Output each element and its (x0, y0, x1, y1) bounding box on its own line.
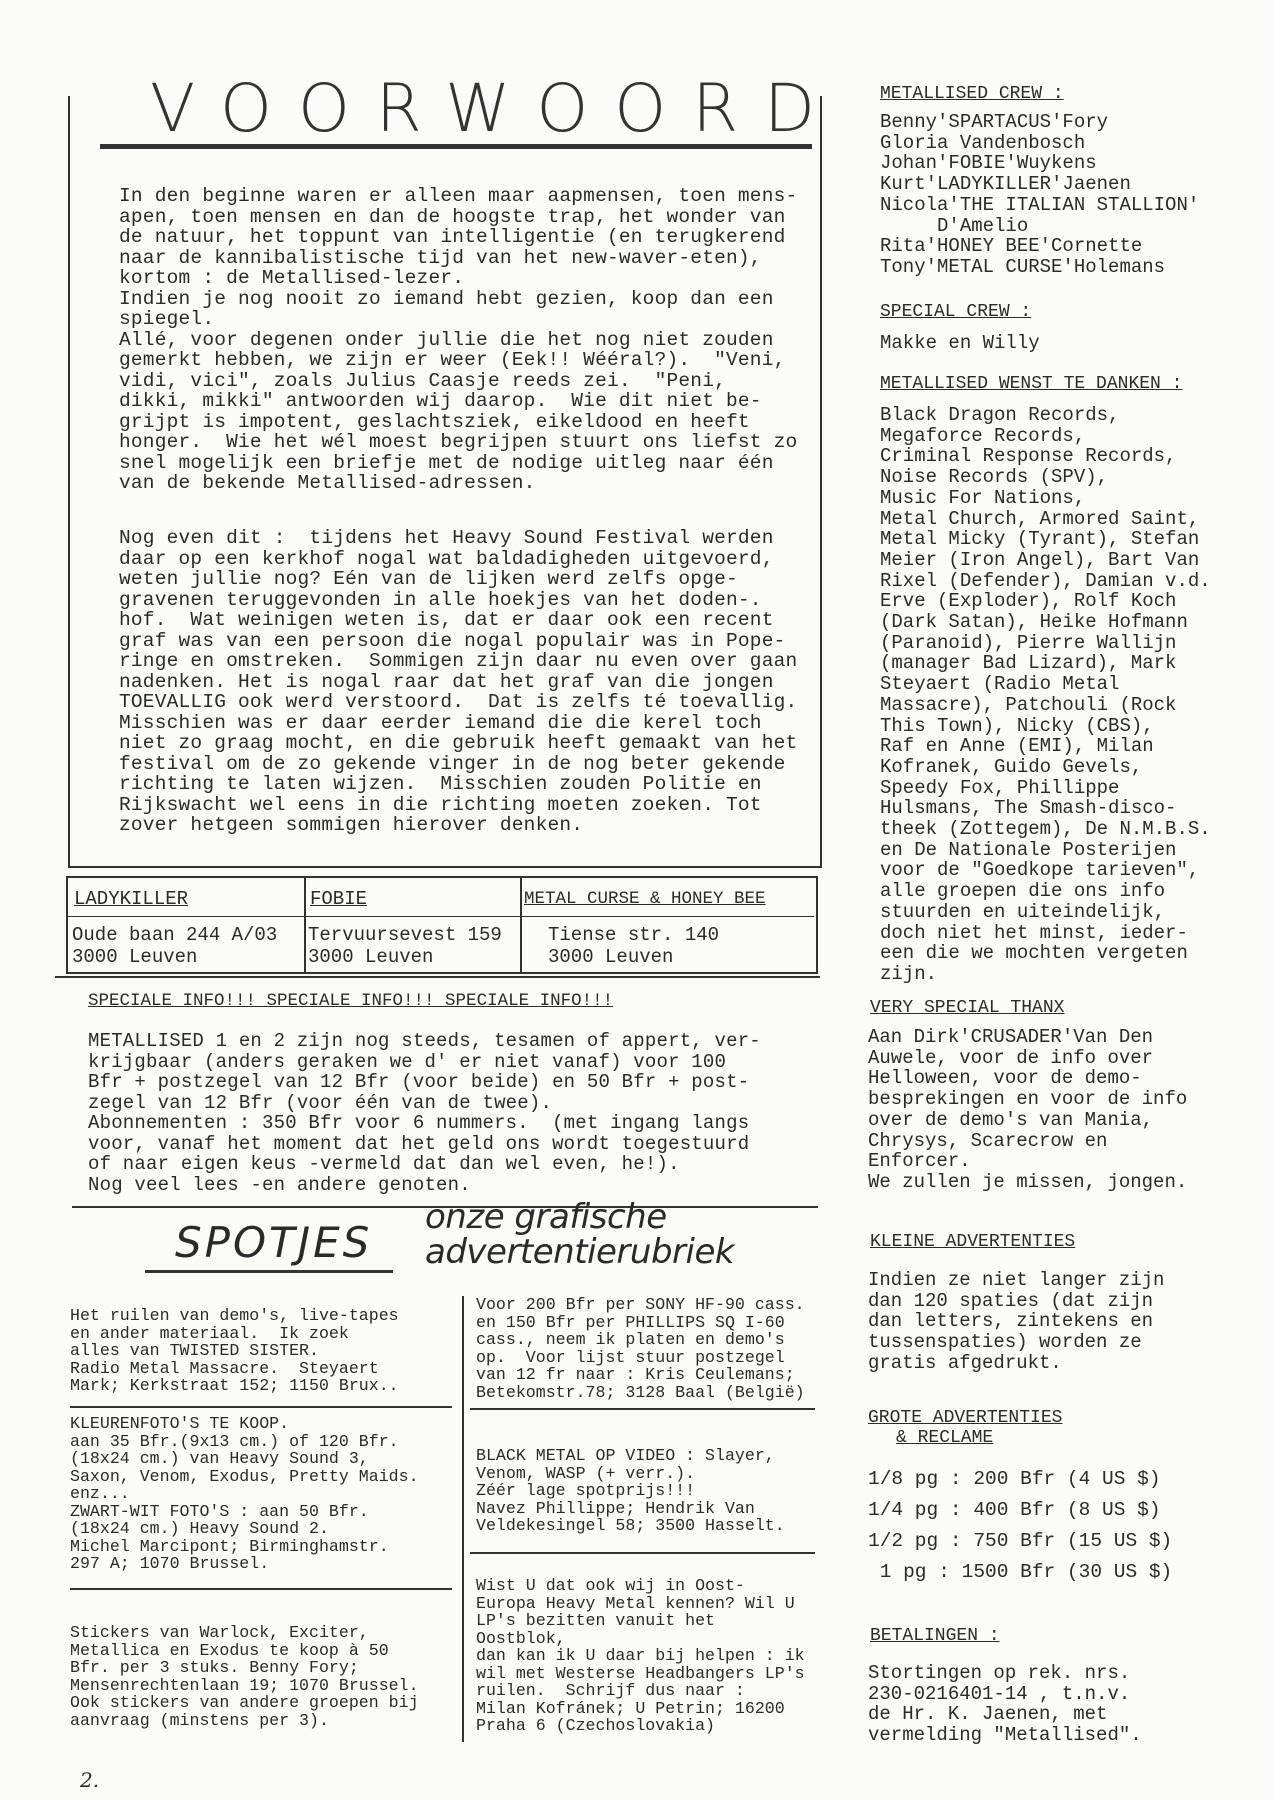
column-divider (462, 1296, 464, 1742)
speciale-info-heading: SPECIALE INFO!!! SPECIALE INFO!!! SPECIALE INFO!!! (88, 991, 614, 1011)
crew-list: Benny'SPARTACUS'Fory Gloria Vandenbosch Johan'FOBIE'Wuykens Kurt'LADYKILLER'Jaenen Nicola'THE ITALIAN STALLION' D'Amelio Rita'HONEY BEE'Cornette Tony'METAL CURSE'Holemans (880, 111, 1200, 278)
page-number: 2. (80, 1768, 100, 1792)
address-city: 3000 Leuven (308, 946, 434, 968)
address-street: Tervuursevest 159 (308, 924, 502, 946)
thanks-heading: METALLISED WENST TE DANKEN : (880, 374, 1183, 394)
divider (470, 1552, 815, 1554)
price-line: 1 pg : 1500 Bfr (30 US $) (868, 1561, 1173, 1583)
divider (55, 976, 820, 978)
ad-left-2: KLEURENFOTO'S TE KOOP. aan 35 Bfr.(9x13 cm.) of 120 Bfr. (18x24 cm.) van Heavy Sound 3, Saxon, Venom, Exodus, Pretty Maids. enz... ZWART-WIT FOTO'S : aan 50 Bfr. (18x24 cm.) Heavy Sound 2. Michel Marcipont; Birminghamstr. 297 A; 1070 Brussel. (70, 1414, 419, 1573)
speciale-info-body: METALLISED 1 en 2 zijn nog steeds, tesamen of appert, ver- krijgbaar (anders geraken we d' er niet vanaf) voor 100 Bfr + postzegel van 12 Bfr (voor beide) en 50 Bfr + post- zegel van 12 Bfr (voor één van de twee). Abonnementen : 350 Bfr voor 6 nummers. (met ingang langs voor, vanaf het moment dat het geld ons wordt toegestuurd of naar eigen keus -vermeld dat dan wel even, he!). Nog veel lees -en andere genoten. (88, 1030, 761, 1196)
address-fobie (306, 878, 520, 972)
spotjes-underline (145, 1270, 393, 1273)
address-street: Tiense str. 140 (548, 924, 720, 946)
betalingen-text: Stortingen op rek. nrs. 230-0216401-14 , t.n.v. de Hr. K. Jaenen, met vermelding "Metallised". (868, 1662, 1142, 1747)
voorwoord-paragraph-1: In den beginne waren er alleen maar aapmensen, toen mens- apen, toen mensen en dan de hoogste trap, het wonder van de natuur, het toppunt van intelligentie (en terugkerend naar de kannibalistische tijd van het new-waver-eten), kortom : de Metallised-lezer. Indien je nog nooit zo iemand hebt gezien, koop dan een spiegel. Allé, voor degenen onder jullie die het nog niet zouden gemerkt hebben, we zijn er weer (Eek!! Wééral?). "Veni, vidi, vici", zoals Julius Caasje reeds zei. "Peni, dikki, mikki" antwoorden wij daarop. Wie dit niet be- grijpt is impotent, geslachtsziek, eikeldood en heeft honger. Wie het wél moest begrijpen stuurt ons liefst zo snel mogelijk een briefje met de nodige uitleg naar één van de bekende Metallised-adressen. (119, 185, 798, 494)
ad-right-3: Wist U dat ook wij in Oost- Europa Heavy Metal kennen? Wil U LP's bezitten vanuit het Oostblok, dan kan ik U daar bij helpen : ik wil met Westerse Headbangers LP's ruilen. Schrijf dus naar : Milan Kofránek; U Petrin; 16200 Praha 6 (Czechoslovakia) (476, 1576, 805, 1735)
divider (470, 1408, 815, 1410)
kleine-advertenties-text: Indien ze niet langer zijn dan 120 spaties (dat zijn dan letters, zintekens en tussenspaties) worden ze gratis afgedrukt. (868, 1269, 1165, 1374)
address-name: METAL CURSE & HONEY BEE (524, 889, 766, 909)
crew-heading: METALLISED CREW : (880, 84, 1064, 104)
address-name: LADYKILLER (74, 888, 189, 910)
price-line: 1/8 pg : 200 Bfr (4 US $) (868, 1468, 1161, 1490)
page-title: VOORWOORD (150, 70, 841, 147)
reclame-heading: & RECLAME (896, 1428, 994, 1448)
address-name: FOBIE (310, 888, 368, 910)
address-city: 3000 Leuven (72, 946, 198, 968)
special-crew: Makke en Willy (880, 332, 1040, 354)
address-street: Oude baan 244 A/03 (72, 924, 278, 946)
ad-right-1: Voor 200 Bfr per SONY HF-90 cass. en 150 Bfr per PHILLIPS SQ I-60 cass., neem ik platen en demo's op. Voor lijst stuur postzegel van 12 fr naar : Kris Ceulemans; Betekomstr.78; 3128 Baal (België) (476, 1295, 805, 1402)
price-line: 1/2 pg : 750 Bfr (15 US $) (868, 1530, 1173, 1552)
ad-left-3: Stickers van Warlock, Exciter, Metallica en Exodus te koop à 50 Bfr. per 3 stuks. Benny Fory; Mensenrechtenlaan 19; 1070 Brussel. Ook stickers van andere groepen bij aanvraag (minstens per 3). (70, 1623, 419, 1730)
address-ladykiller (68, 878, 304, 972)
address-city: 3000 Leuven (548, 946, 674, 968)
grote-advertenties-heading: GROTE ADVERTENTIES (868, 1408, 1063, 1428)
voorwoord-paragraph-2: Nog even dit : tijdens het Heavy Sound Festival werden daar op een kerkhof nogal wat baldadigheden uitgevoerd, weten jullie nog? Eén van de lijken werd zelfs opge- gravenen teruggevonden in alle hoekjes van het doden-. hof. Wat weinigen weten is, dat er daar ook een recent graf was van een persoon die nogal populair was in Pope- ringe en omstreken. Sommigen zijn daar nu even over gaan nadenken. Het is nogal raar dat het graf van die jongen TOEVALLIG ook werd verstoord. Dat is zelfs té toevallig. Misschien was er daar eerder iemand die die kerel toch niet zo graag mocht, en die gebruik heeft gemaakt van het festival om de zo gekende vinger in de nog beter gekende richting te laten wijzen. Misschien zouden Politie en Rijkswacht wel eens in die richting moeten zoeken. Tot zover hetgeen sommigen hierover denken. (119, 527, 798, 836)
price-line: 1/4 pg : 400 Bfr (8 US $) (868, 1499, 1161, 1521)
address-table (66, 876, 818, 974)
ad-right-2: BLACK METAL OP VIDEO : Slayer, Venom, WASP (+ verr.). Zéér lage spotprijs!!! Navez Phillippe; Hendrik Van Veldekesingel 58; 3500 Hasselt. (476, 1446, 785, 1535)
spotjes-title: SPOTJES (175, 1218, 373, 1267)
kleine-advertenties-heading: KLEINE ADVERTENTIES (870, 1232, 1076, 1252)
spotjes-subtitle: onze grafische advertentierubriek (425, 1197, 735, 1272)
special-crew-heading: SPECIAL CREW : (880, 302, 1032, 322)
divider (70, 1406, 452, 1408)
betalingen-heading: BETALINGEN : (870, 1626, 1000, 1646)
address-metal-curse (522, 878, 814, 972)
ad-left-1: Het ruilen van demo's, live-tapes en ander materiaal. Ik zoek alles van TWISTED SISTER. Radio Metal Massacre. Steyaert Mark; Kerkstraat 152; 1150 Brux.. (70, 1306, 399, 1395)
divider (70, 1588, 452, 1590)
thanks-list: Black Dragon Records, Megaforce Records, Criminal Response Records, Noise Records (SPV), Music For Nations, Metal Church, Armored Saint, Metal Micky (Tyrant), Stefan Meier (Iron Angel), Bart Van Rixel (Defender), Damian v.d. Erve (Exploder), Rolf Koch (Dark Satan), Heike Hofmann (Paranoid), Pierre Wallijn (manager Bad Lizard), Mark Steyaert (Radio Metal Massacre), Patchouli (Rock This Town), Nicky (CBS), Raf en Anne (EMI), Milan Kofranek, Guido Gevels, Speedy Fox, Phillippe Hulsmans, The Smash-disco- theek (Zottegem), De N.M.B.S. en De Nationale Posterijen voor de "Goedkope tarieven", alle groepen die ons info stuurden en uiteindelijk, doch niet het minst, ieder- een die we mochten vergeten zijn. (880, 404, 1211, 985)
very-special-text: Aan Dirk'CRUSADER'Van Den Auwele, voor de info over Helloween, voor de demo- besprekingen en voor de info over de demo's van Mania, Chrysys, Scarecrow en Enforcer. We zullen je missen, jongen. (868, 1026, 1188, 1193)
very-special-heading: VERY SPECIAL THANX (870, 998, 1065, 1018)
